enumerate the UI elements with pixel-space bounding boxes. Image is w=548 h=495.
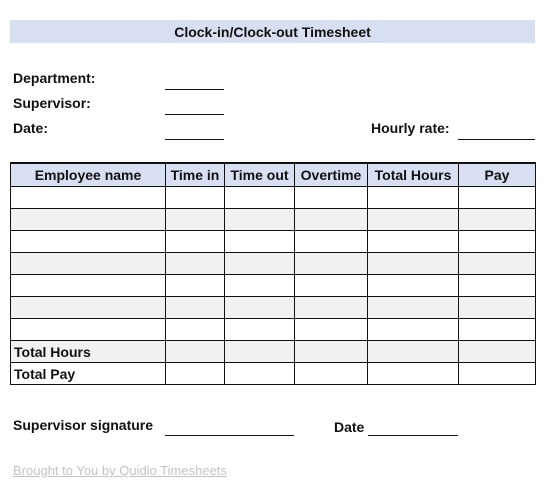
employee-name-cell[interactable] [11,209,166,231]
pay-cell[interactable] [459,187,536,209]
quidlo-link[interactable]: Brought to You by Quidlo Timesheets [13,463,227,478]
time-out-cell[interactable] [225,275,295,297]
table-row [11,275,536,297]
time-out-cell[interactable] [225,187,295,209]
date-label: Date: [13,120,49,136]
overtime-cell[interactable] [295,209,368,231]
signature-date-field[interactable] [368,435,458,436]
total-hours-cell[interactable] [368,209,459,231]
timesheet-title: Clock-in/Clock-out Timesheet [10,20,535,43]
time-out-cell[interactable] [225,341,295,363]
employee-name-cell[interactable] [11,187,166,209]
employee-name-cell[interactable] [11,275,166,297]
column-header-employee-name: Employee name [11,163,166,187]
pay-cell[interactable] [459,253,536,275]
table-row [11,187,536,209]
column-header-time-in: Time in [166,163,225,187]
overtime-cell[interactable] [295,187,368,209]
total-hours-cell[interactable] [368,187,459,209]
time-out-cell[interactable] [225,253,295,275]
column-header-overtime: Overtime [295,163,368,187]
total-hours-cell[interactable] [368,253,459,275]
table-header-row [11,163,536,187]
column-header-time-out: Time out [225,163,295,187]
column-header-total-hours: Total Hours [368,163,459,187]
department-field[interactable] [165,89,224,90]
overtime-cell[interactable] [295,231,368,253]
pay-cell[interactable] [459,363,536,385]
overtime-cell[interactable] [295,253,368,275]
signature-date-label: Date [334,419,365,435]
time-in-cell[interactable] [166,209,225,231]
time-in-cell[interactable] [166,363,225,385]
employee-name-cell[interactable] [11,297,166,319]
pay-cell[interactable] [459,275,536,297]
total-hours-row [11,341,536,363]
total-hours-cell[interactable] [368,341,459,363]
total-hours-label: Total Hours [11,341,166,363]
time-in-cell[interactable] [166,231,225,253]
employee-name-cell[interactable] [11,231,166,253]
total-pay-row [11,363,536,385]
time-out-cell[interactable] [225,209,295,231]
overtime-cell[interactable] [295,275,368,297]
table-row [11,209,536,231]
table-row [11,231,536,253]
employee-name-cell[interactable] [11,253,166,275]
total-hours-cell[interactable] [368,319,459,341]
total-hours-cell[interactable] [368,297,459,319]
overtime-cell[interactable] [295,341,368,363]
timesheet-table [10,162,536,385]
supervisor-field[interactable] [165,114,224,115]
pay-cell[interactable] [459,341,536,363]
employee-name-cell[interactable] [11,319,166,341]
column-header-pay: Pay [459,163,536,187]
hourly-rate-label: Hourly rate: [371,120,450,136]
overtime-cell[interactable] [295,363,368,385]
pay-cell[interactable] [459,231,536,253]
time-out-cell[interactable] [225,297,295,319]
time-out-cell[interactable] [225,231,295,253]
department-label: Department: [13,70,96,86]
pay-cell[interactable] [459,319,536,341]
time-in-cell[interactable] [166,253,225,275]
table-row [11,253,536,275]
table-row [11,319,536,341]
table-row [11,297,536,319]
time-in-cell[interactable] [166,187,225,209]
time-in-cell[interactable] [166,297,225,319]
time-out-cell[interactable] [225,363,295,385]
overtime-cell[interactable] [295,319,368,341]
time-in-cell[interactable] [166,319,225,341]
time-out-cell[interactable] [225,319,295,341]
pay-cell[interactable] [459,297,536,319]
total-hours-cell[interactable] [368,231,459,253]
supervisor-label: Supervisor: [13,95,91,111]
supervisor-signature-field[interactable] [165,435,294,436]
hourly-rate-field[interactable] [458,139,535,140]
total-hours-cell[interactable] [368,363,459,385]
pay-cell[interactable] [459,209,536,231]
time-in-cell[interactable] [166,275,225,297]
total-pay-label: Total Pay [11,363,166,385]
overtime-cell[interactable] [295,297,368,319]
time-in-cell[interactable] [166,341,225,363]
date-field[interactable] [165,139,224,140]
total-hours-cell[interactable] [368,275,459,297]
supervisor-signature-label: Supervisor signature [13,417,154,433]
